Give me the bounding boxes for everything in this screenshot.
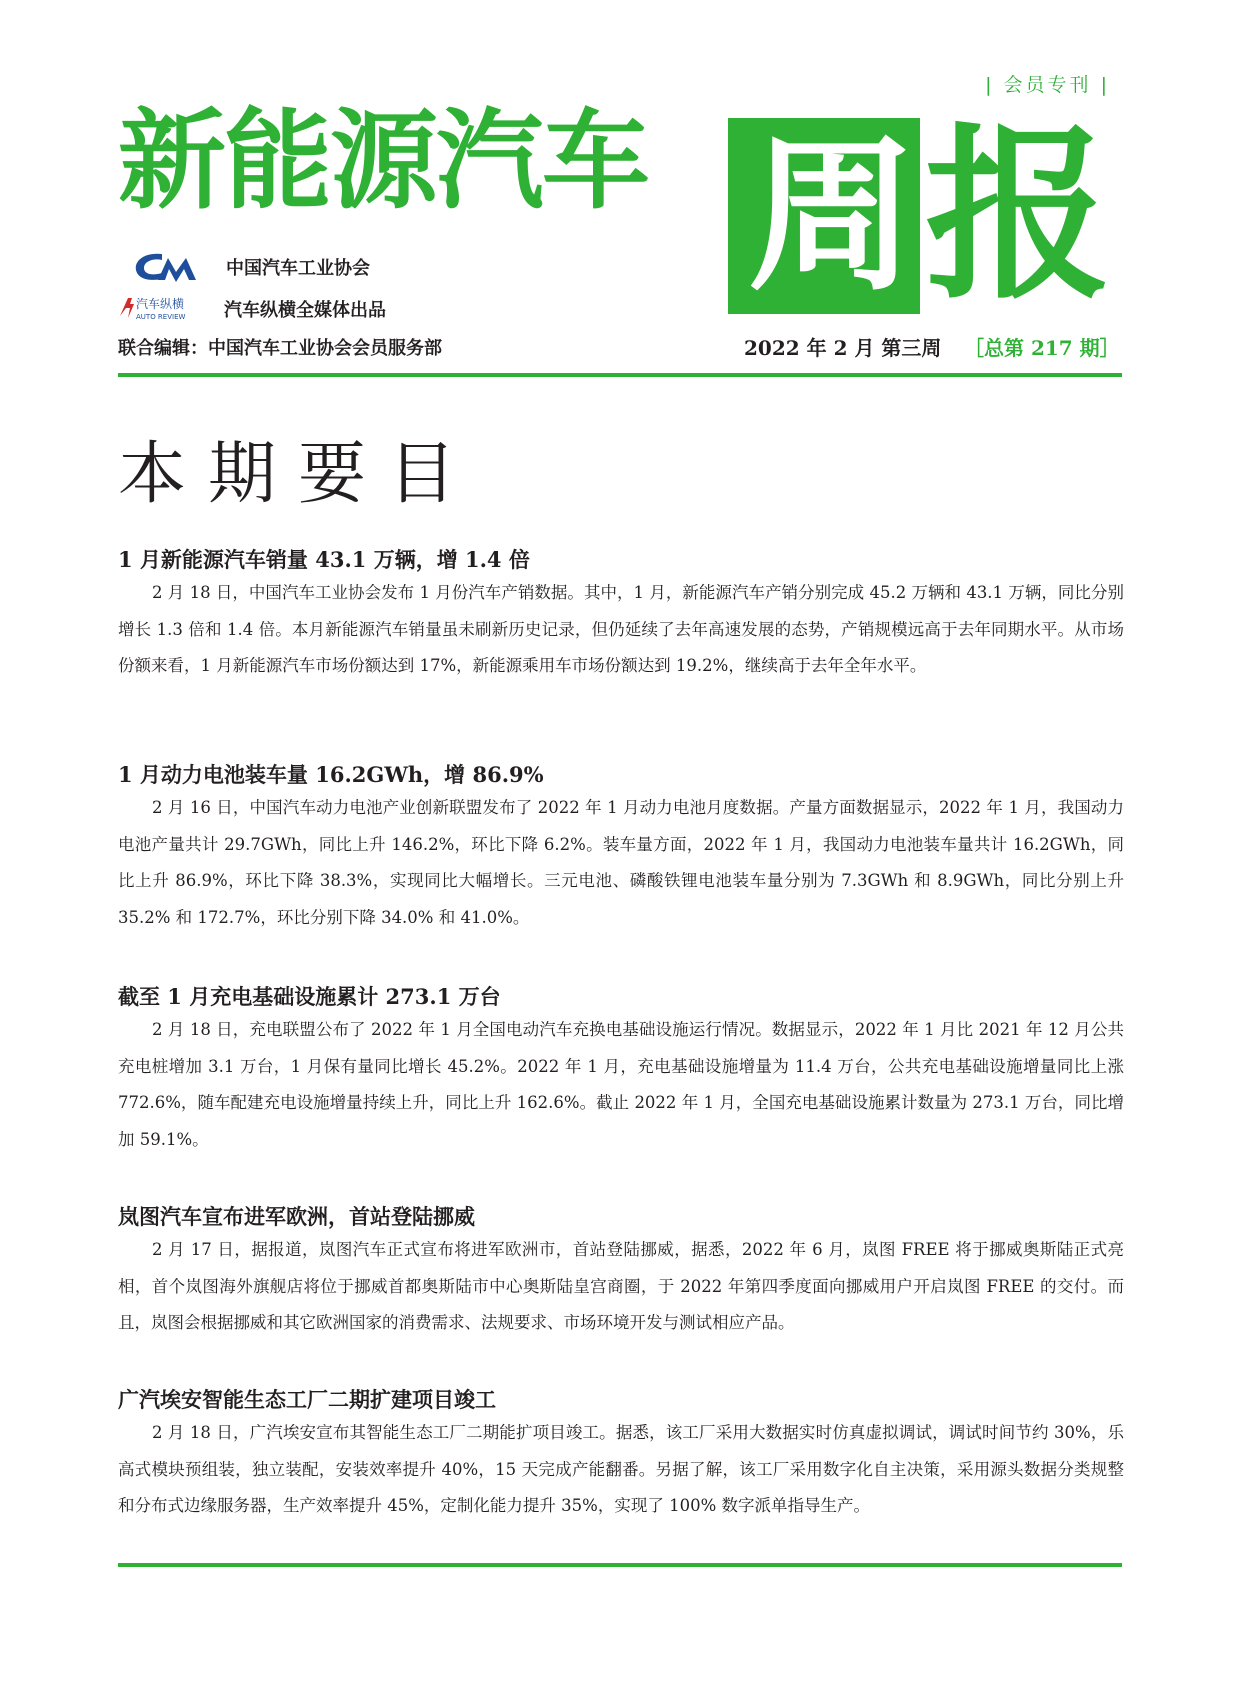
article-3 [118, 982, 1124, 1158]
article-title: 1 月动力电池装车量 16.2GWh，增 86.9% [118, 762, 544, 787]
auto-review-logo-icon [118, 294, 214, 322]
caam-name: 中国汽车工业协会 [226, 258, 370, 279]
article-4 [118, 1202, 1124, 1342]
article-body: 2 月 18 日，充电联盟公布了 2022 年 1 月全国电动汽车充换电基础设施运行情况。数据显示，2022 年 1 月比 2021 年 12 月公共充电桩增加 3.1 万台，1 月保有量同比增长 45.2%。2022 年 1 月，充电基础设施增量为 11.4 万台，公共充电基础设施增量同比上涨 772.6%，随车配建充电设施增量持续上升，同比上升 162.6%。截止 2022 年 1 月，全国充电基础设施累计数量为 273.1 万台，同比增加 59.1%。 [118, 1020, 1124, 1149]
weekly-char-zhou: 周 [748, 118, 916, 314]
article-body: 2 月 16 日，中国汽车动力电池产业创新联盟发布了 2022 年 1 月动力电池月度数据。产量方面数据显示，2022 年 1 月，我国动力电池产量共计 29.7GWh，同比上升 146.2%，环比下降 6.2%。装车量方面，2022 年 1 月，我国动力电池装车量共计 16.2GWh，同比上升 86.9%，环比下降 38.3%，实现同比大幅增长。三元电池、磷酸铁锂电池装车量分别为 7.3GWh 和 8.9GWh，同比分别上升 35.2% 和 172.7%，环比分别下降 34.0% 和 41.0%。 [118, 798, 1124, 927]
article-5 [118, 1385, 1124, 1525]
caam-logo-icon [132, 250, 206, 284]
article-body: 2 月 17 日，据报道，岚图汽车正式宣布将进军欧洲市，首站登陆挪威，据悉，2022 年 6 月，岚图 FREE 将于挪威奥斯陆正式亮相，首个岚图海外旗舰店将位于挪威首都奥斯陆市中心奥斯陆皇宫商圈，于 2022 年第四季度面向挪威用户开启岚图 FREE 的交付。而且，岚图会根据挪威和其它欧洲国家的消费需求、法规要求、市场环境开发与测试相应产品。 [118, 1240, 1124, 1332]
article-2 [118, 760, 1124, 936]
article-title: 广汽埃安智能生态工厂二期扩建项目竣工 [118, 1387, 496, 1412]
article-title: 岚图汽车宣布进军欧洲，首站登陆挪威 [118, 1204, 475, 1229]
section-title: 本期要目 [118, 435, 479, 514]
article-title: 截至 1 月充电基础设施累计 273.1 万台 [118, 984, 501, 1009]
co-editor-line: 联合编辑：中国汽车工业协会会员服务部 [118, 338, 442, 359]
masthead-divider [118, 373, 1122, 377]
ar-logo-cn: 汽车纵横 [136, 297, 185, 311]
member-edition-tag: | 会员专刊 | [985, 74, 1110, 96]
article-body: 2 月 18 日，中国汽车工业协会发布 1 月份汽车产销数据。其中，1 月，新能源汽车产销分别完成 45.2 万辆和 43.1 万辆，同比分别增长 1.3 倍和 1.4 倍。本月新能源汽车销量虽未刷新历史记录，但仍延续了去年高速发展的态势，产销规模远高于去年同期水平。从市场份额来看，1 月新能源汽车市场份额达到 17%，新能源乘用车市场份额达到 19.2%，继续高于去年全年水平。 [118, 583, 1124, 675]
publisher-line: 汽车纵横全媒体出品 [224, 300, 386, 321]
article-1 [118, 545, 1124, 685]
weekly-char-bao: 报 [924, 107, 1111, 324]
masthead-title: 新能源汽车 [118, 99, 649, 224]
issue-date: 2022 年 2 月 第三周 [744, 336, 942, 360]
issue-total-number: ［总第 217 期］ [964, 336, 1120, 360]
article-title: 1 月新能源汽车销量 43.1 万辆，增 1.4 倍 [118, 547, 530, 572]
article-body: 2 月 18 日，广汽埃安宣布其智能生态工厂二期能扩项目竣工。据悉，该工厂采用大数据实时仿真虚拟调试，调试时间节约 30%，乐高式模块预组装，独立装配，安装效率提升 40%，15 天完成产能翻番。另据了解，该工厂采用数字化自主决策，采用源头数据分类规整和分布式边缘服务器，生产效率提升 45%，定制化能力提升 35%，实现了 100% 数字派单指导生产。 [118, 1423, 1124, 1515]
footer-divider [118, 1563, 1122, 1567]
ar-logo-en: AUTO REVIEW [136, 313, 186, 321]
